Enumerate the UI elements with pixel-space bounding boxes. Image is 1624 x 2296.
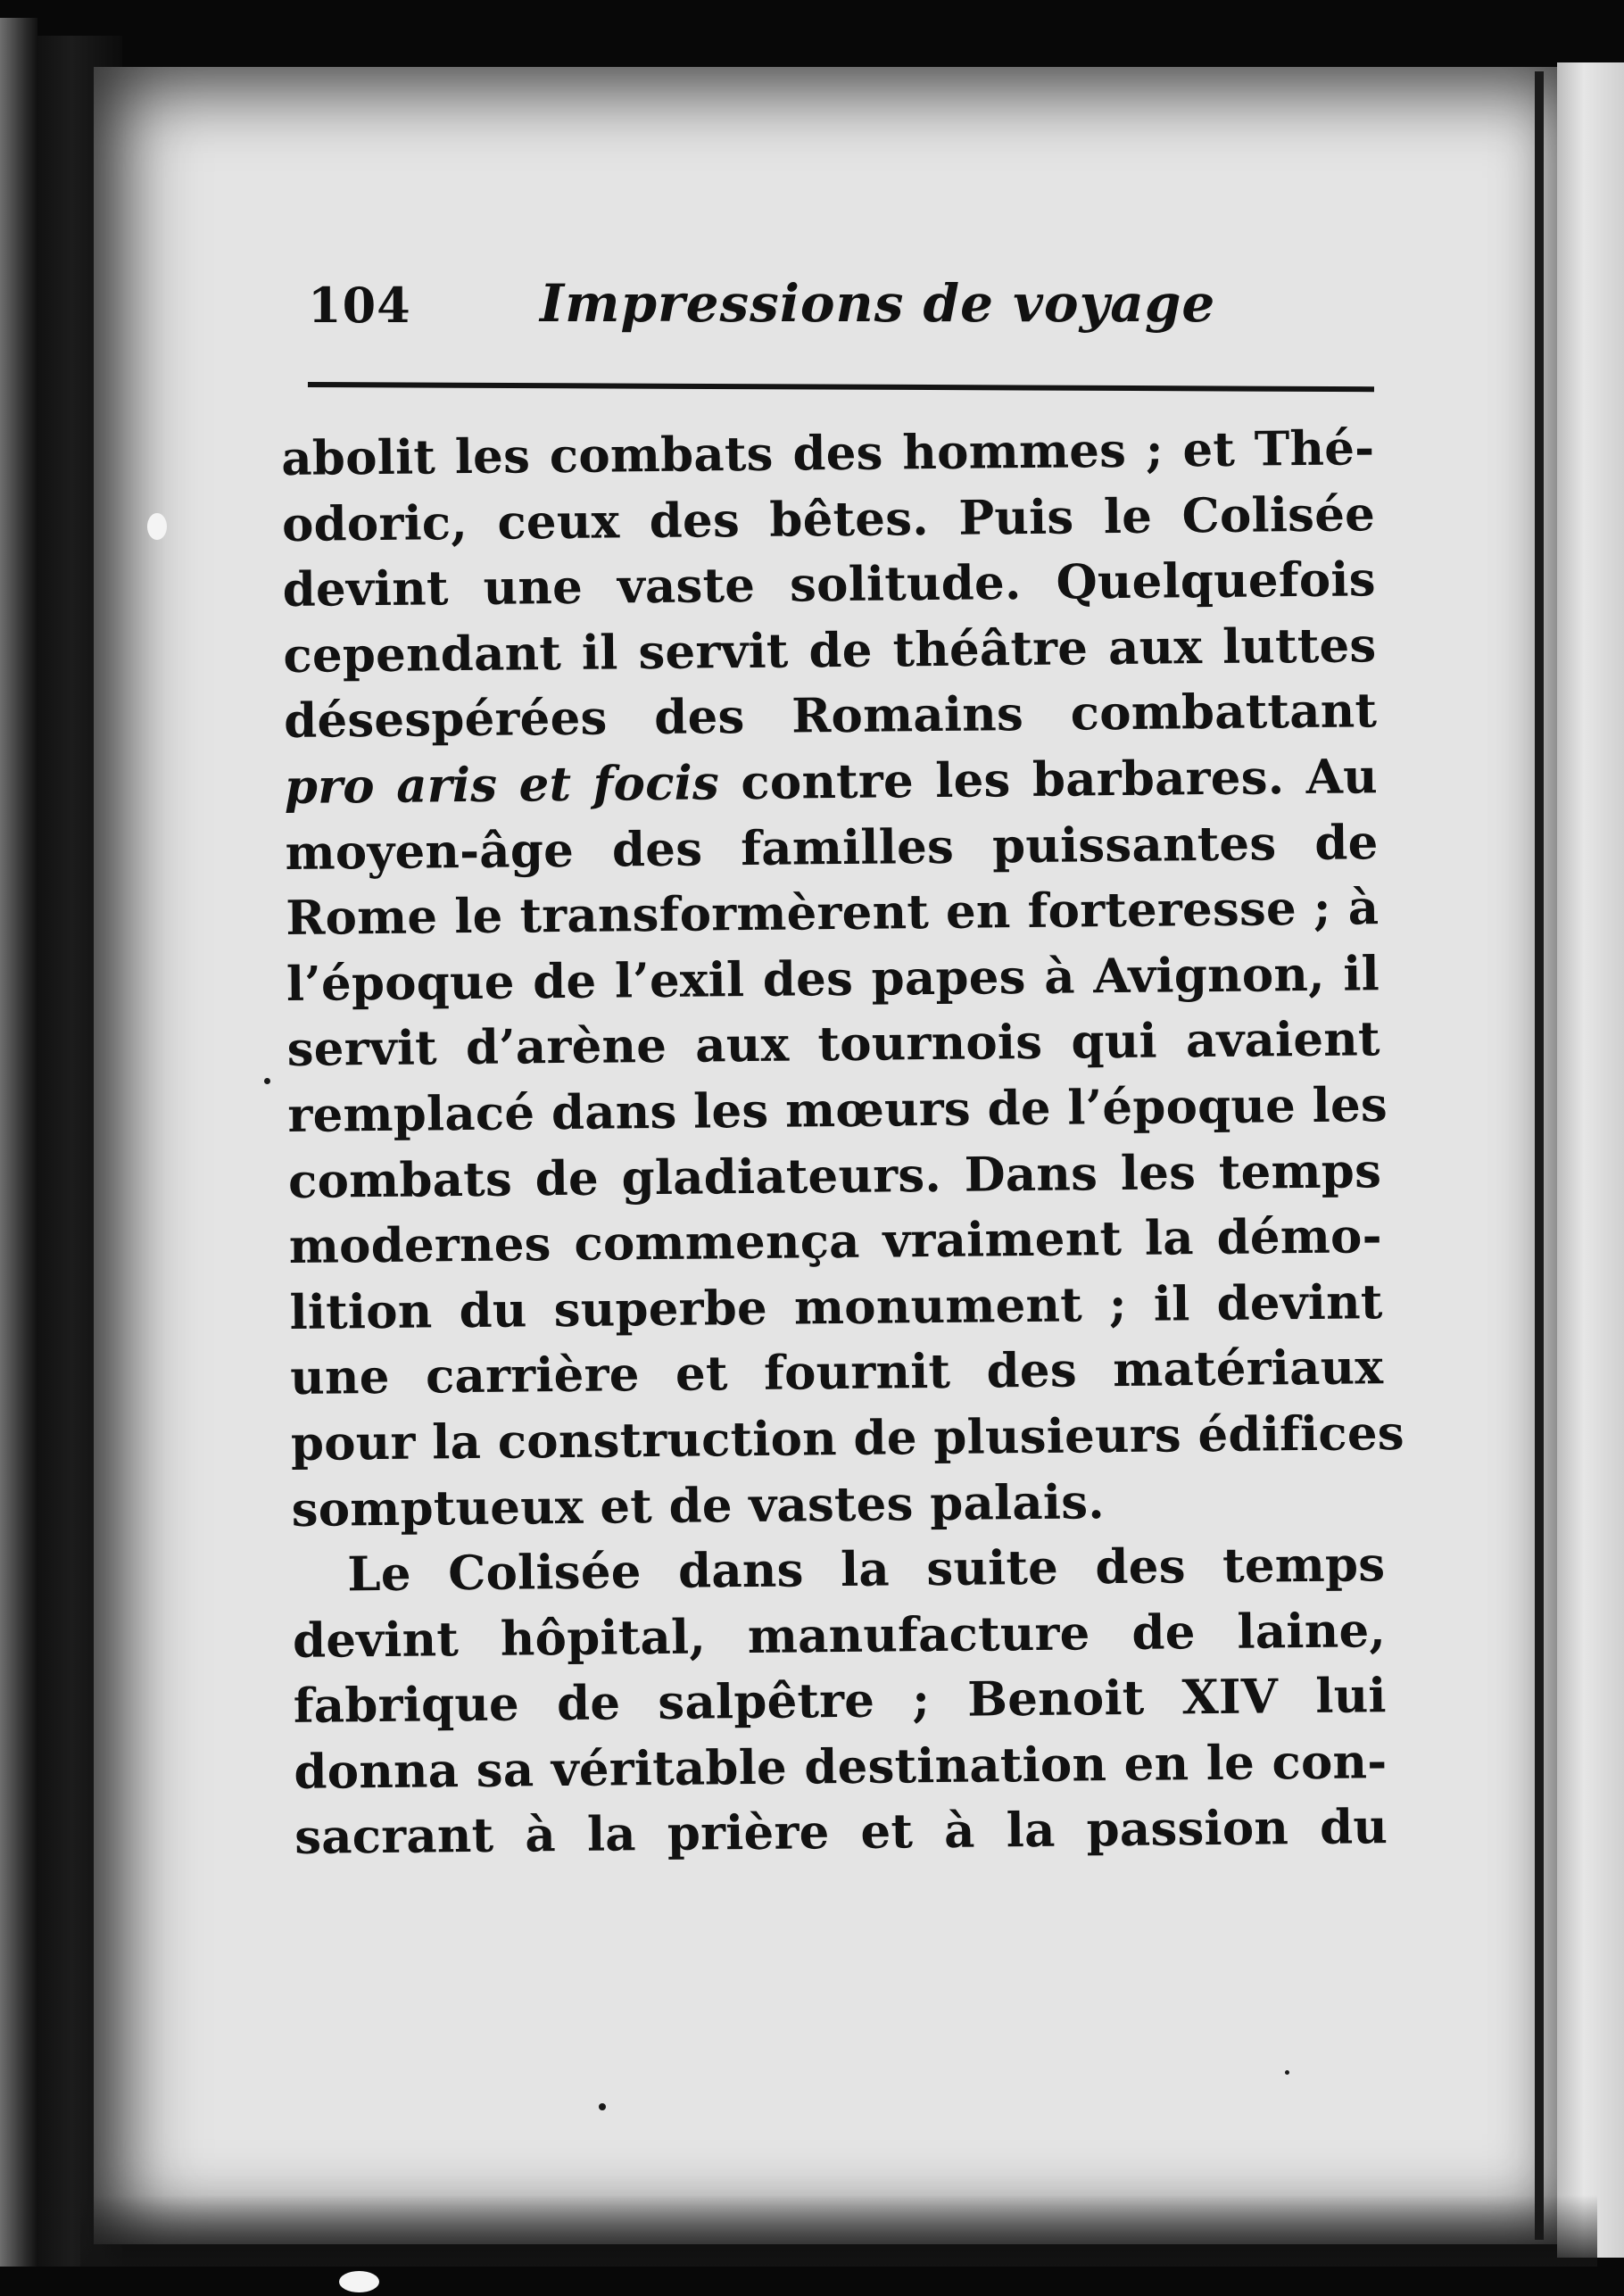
book-binding-right [1535, 71, 1544, 2240]
text-line: fabrique de salpêtre ; Benoit XIV lui [293, 1668, 1388, 1735]
scan-speck [1285, 2070, 1289, 2075]
text-line: remplacé dans les mœurs de l’époque les [287, 1077, 1388, 1143]
text-line: combats de gladiateurs. Dans les temps [287, 1142, 1382, 1209]
text-line-with-italic: pro aris et focis contre les barbares. Au [284, 749, 1379, 815]
text-line: une carrière et fournit des matériaux [289, 1339, 1384, 1406]
text-line: sacrant à la prière et à la passion du [294, 1799, 1388, 1866]
text-line: devint hôpital, manufacture de laine, [292, 1602, 1387, 1669]
text-line: modernes commença vraiment la démo- [288, 1208, 1383, 1275]
text-line: désespérées des Romains combattant [283, 683, 1378, 750]
text-line: pour la construction de plusieurs édifices [290, 1405, 1405, 1471]
scan-speck [147, 513, 167, 540]
text-line: cependant il servit de théâtre aux luttes [283, 618, 1377, 684]
text-line: odoric, ceux des bêtes. Puis le Colisée [281, 485, 1376, 552]
page-number: 104 [308, 277, 411, 334]
facing-page-edge [1557, 62, 1624, 2258]
book-edge-left [0, 18, 37, 2267]
page-bottom-shadow [80, 2195, 1597, 2267]
text-line: donna sa véritable destination en le con- [294, 1734, 1388, 1800]
running-head [308, 268, 1379, 348]
paragraph-end-line: somptueux et de vastes palais. [291, 1473, 1106, 1538]
body-text [281, 416, 1405, 1871]
running-title: Impressions de voyage [540, 273, 1216, 334]
text-line: servit d’arène aux tournois qui avaient [286, 1011, 1380, 1078]
scan-speck [599, 2103, 606, 2110]
text-line: abolit les combats des hommes ; et Thé- [281, 420, 1375, 486]
text-line: Rome le transformèrent en forteresse ; à [285, 880, 1380, 947]
paragraph-start-line: Le Colisée dans la suite des temps [347, 1537, 1386, 1603]
scan-speck [339, 2271, 379, 2292]
text-line: devint une vaste solitude. Quelquefois [282, 551, 1376, 618]
text-line: moyen-âge des familles puissantes de [285, 814, 1379, 881]
scan-speck [264, 1078, 270, 1084]
text-line: lition du superbe monument ; il devint [289, 1273, 1383, 1340]
text-line: l’époque de l’exil des papes à Avignon, il [286, 945, 1380, 1012]
italic-latin-phrase: pro aris et focis [284, 755, 720, 815]
